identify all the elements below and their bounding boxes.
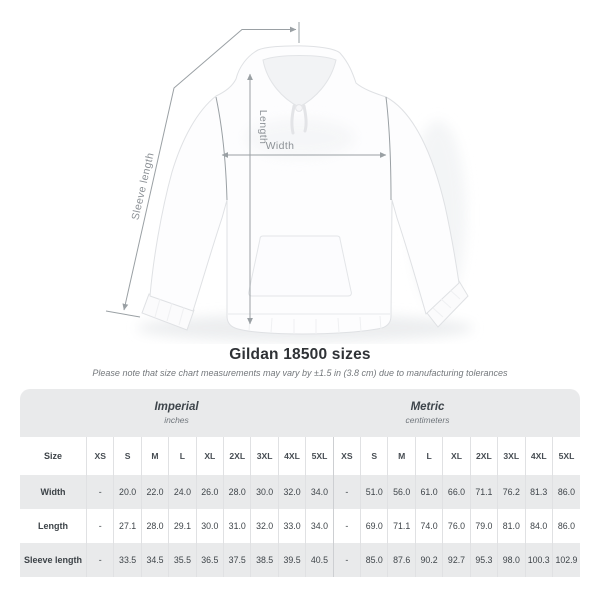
width-label: Width xyxy=(265,140,295,152)
measurement-row xyxy=(20,543,580,577)
hoodie-illustration xyxy=(142,46,468,334)
cuff-tick xyxy=(106,311,140,317)
measurement-cell-imperial: 30.0 xyxy=(196,509,223,543)
size-header-cell-metric: 4XL xyxy=(525,437,552,475)
metric-header xyxy=(333,389,580,437)
measurement-cell-imperial: - xyxy=(87,543,114,577)
metric-sublabel: centimeters xyxy=(405,415,450,425)
size-header-cell-imperial: XS xyxy=(87,437,114,475)
measurement-cell-metric: - xyxy=(333,509,360,543)
length-label: Length xyxy=(257,109,269,145)
measurement-cell-imperial: 30.0 xyxy=(251,475,278,509)
measurement-cell-metric: 87.6 xyxy=(388,543,415,577)
measurement-cell-imperial: - xyxy=(87,509,114,543)
size-header-cell-imperial: 3XL xyxy=(251,437,278,475)
measurement-cell-imperial: 29.1 xyxy=(169,509,196,543)
size-header-cell-metric: M xyxy=(388,437,415,475)
measurement-row-label: Length xyxy=(38,521,68,531)
kangaroo-pocket xyxy=(249,236,352,296)
size-header-cell-metric: L xyxy=(415,437,442,475)
measurement-cell-metric: 84.0 xyxy=(525,509,552,543)
measurement-cell-metric: 61.0 xyxy=(415,475,442,509)
size-header-cell-imperial: 4XL xyxy=(278,437,305,475)
measurement-cell-imperial: 27.1 xyxy=(114,509,141,543)
measurement-cell-imperial: - xyxy=(87,475,114,509)
measurement-cell-imperial: 36.5 xyxy=(196,543,223,577)
size-table xyxy=(20,389,580,577)
measurement-cell-metric: 74.0 xyxy=(415,509,442,543)
measurement-cell-imperial: 38.5 xyxy=(251,543,278,577)
chart-title: Gildan 18500 sizes xyxy=(229,346,371,363)
size-header-cell-imperial: 2XL xyxy=(224,437,251,475)
measurement-cell-metric: 98.0 xyxy=(498,543,525,577)
measurement-cell-metric: 81.0 xyxy=(498,509,525,543)
measurement-cell-metric: 85.0 xyxy=(361,543,388,577)
measurement-cell-imperial: 34.0 xyxy=(306,475,333,509)
sleeve-length-label: Sleeve length xyxy=(129,151,157,222)
size-column-header: Size xyxy=(43,451,62,461)
size-header-cell-metric: 2XL xyxy=(470,437,497,475)
metric-label: Metric xyxy=(410,401,445,413)
measurement-cell-imperial: 26.0 xyxy=(196,475,223,509)
measurement-cell-imperial: 35.5 xyxy=(169,543,196,577)
size-header-cell-metric: S xyxy=(361,437,388,475)
drawstring-right xyxy=(304,106,306,131)
measurement-row-label: Sleeve length xyxy=(23,555,83,565)
measurement-cell-imperial: 32.0 xyxy=(251,509,278,543)
measurement-cell-metric: 95.3 xyxy=(470,543,497,577)
measurement-cell-imperial: 37.5 xyxy=(224,543,251,577)
measurements-grid xyxy=(20,437,580,577)
size-header-row xyxy=(20,437,580,475)
measurement-cell-metric: 86.0 xyxy=(552,509,580,543)
size-header-cell-imperial: 5XL xyxy=(306,437,333,475)
size-header-cell-imperial: L xyxy=(169,437,196,475)
measurement-cell-imperial: 22.0 xyxy=(141,475,168,509)
measurement-cell-imperial: 32.0 xyxy=(278,475,305,509)
size-header-cell-imperial: XL xyxy=(196,437,223,475)
measurement-cell-imperial: 20.0 xyxy=(114,475,141,509)
tolerance-note: Please note that size chart measurements may vary by ±1.5 in (3.8 cm) due to manufacturing tolerances xyxy=(92,368,508,378)
measurement-cell-metric: 76.2 xyxy=(498,475,525,509)
unit-header-band xyxy=(20,389,580,437)
measurement-cell-metric: 56.0 xyxy=(388,475,415,509)
size-header-cell-metric: 3XL xyxy=(498,437,525,475)
measurement-row xyxy=(20,475,580,509)
measurement-cell-imperial: 28.0 xyxy=(224,475,251,509)
measurement-cell-imperial: 34.5 xyxy=(141,543,168,577)
measurement-cell-metric: 79.0 xyxy=(470,509,497,543)
measurement-cell-metric: 81.3 xyxy=(525,475,552,509)
measurement-cell-imperial: 31.0 xyxy=(224,509,251,543)
imperial-sublabel: inches xyxy=(164,415,189,425)
measurement-cell-metric: 71.1 xyxy=(388,509,415,543)
measurement-cell-metric: 51.0 xyxy=(361,475,388,509)
measurement-cell-imperial: 24.0 xyxy=(169,475,196,509)
measurement-cell-metric: - xyxy=(333,543,360,577)
measurement-row-label: Width xyxy=(40,487,66,497)
measurement-cell-metric: 66.0 xyxy=(443,475,470,509)
measurement-cell-metric: 100.3 xyxy=(525,543,552,577)
measurement-cell-imperial: 33.5 xyxy=(114,543,141,577)
measurement-cell-metric: 71.1 xyxy=(470,475,497,509)
measurement-cell-metric: - xyxy=(333,475,360,509)
measurement-cell-imperial: 33.0 xyxy=(278,509,305,543)
measurement-cell-imperial: 40.5 xyxy=(306,543,333,577)
size-header-cell-metric: XL xyxy=(443,437,470,475)
measurement-rows xyxy=(20,475,580,577)
size-header-cell-imperial: M xyxy=(141,437,168,475)
size-header-cell-metric: 5XL xyxy=(552,437,580,475)
measurement-cell-metric: 90.2 xyxy=(415,543,442,577)
imperial-header xyxy=(20,389,333,437)
size-header-cell-imperial: S xyxy=(114,437,141,475)
measurement-cell-imperial: 28.0 xyxy=(141,509,168,543)
measurement-cell-metric: 76.0 xyxy=(443,509,470,543)
measurement-cell-metric: 86.0 xyxy=(552,475,580,509)
measurement-cell-metric: 69.0 xyxy=(361,509,388,543)
measurement-cell-imperial: 34.0 xyxy=(306,509,333,543)
measurement-cell-metric: 92.7 xyxy=(443,543,470,577)
measurement-cell-metric: 102.9 xyxy=(552,543,580,577)
measurement-cell-imperial: 39.5 xyxy=(278,543,305,577)
drawstring-knot xyxy=(296,105,303,112)
size-header-cell-metric: XS xyxy=(333,437,360,475)
measurement-row xyxy=(20,509,580,543)
imperial-label: Imperial xyxy=(154,401,199,413)
